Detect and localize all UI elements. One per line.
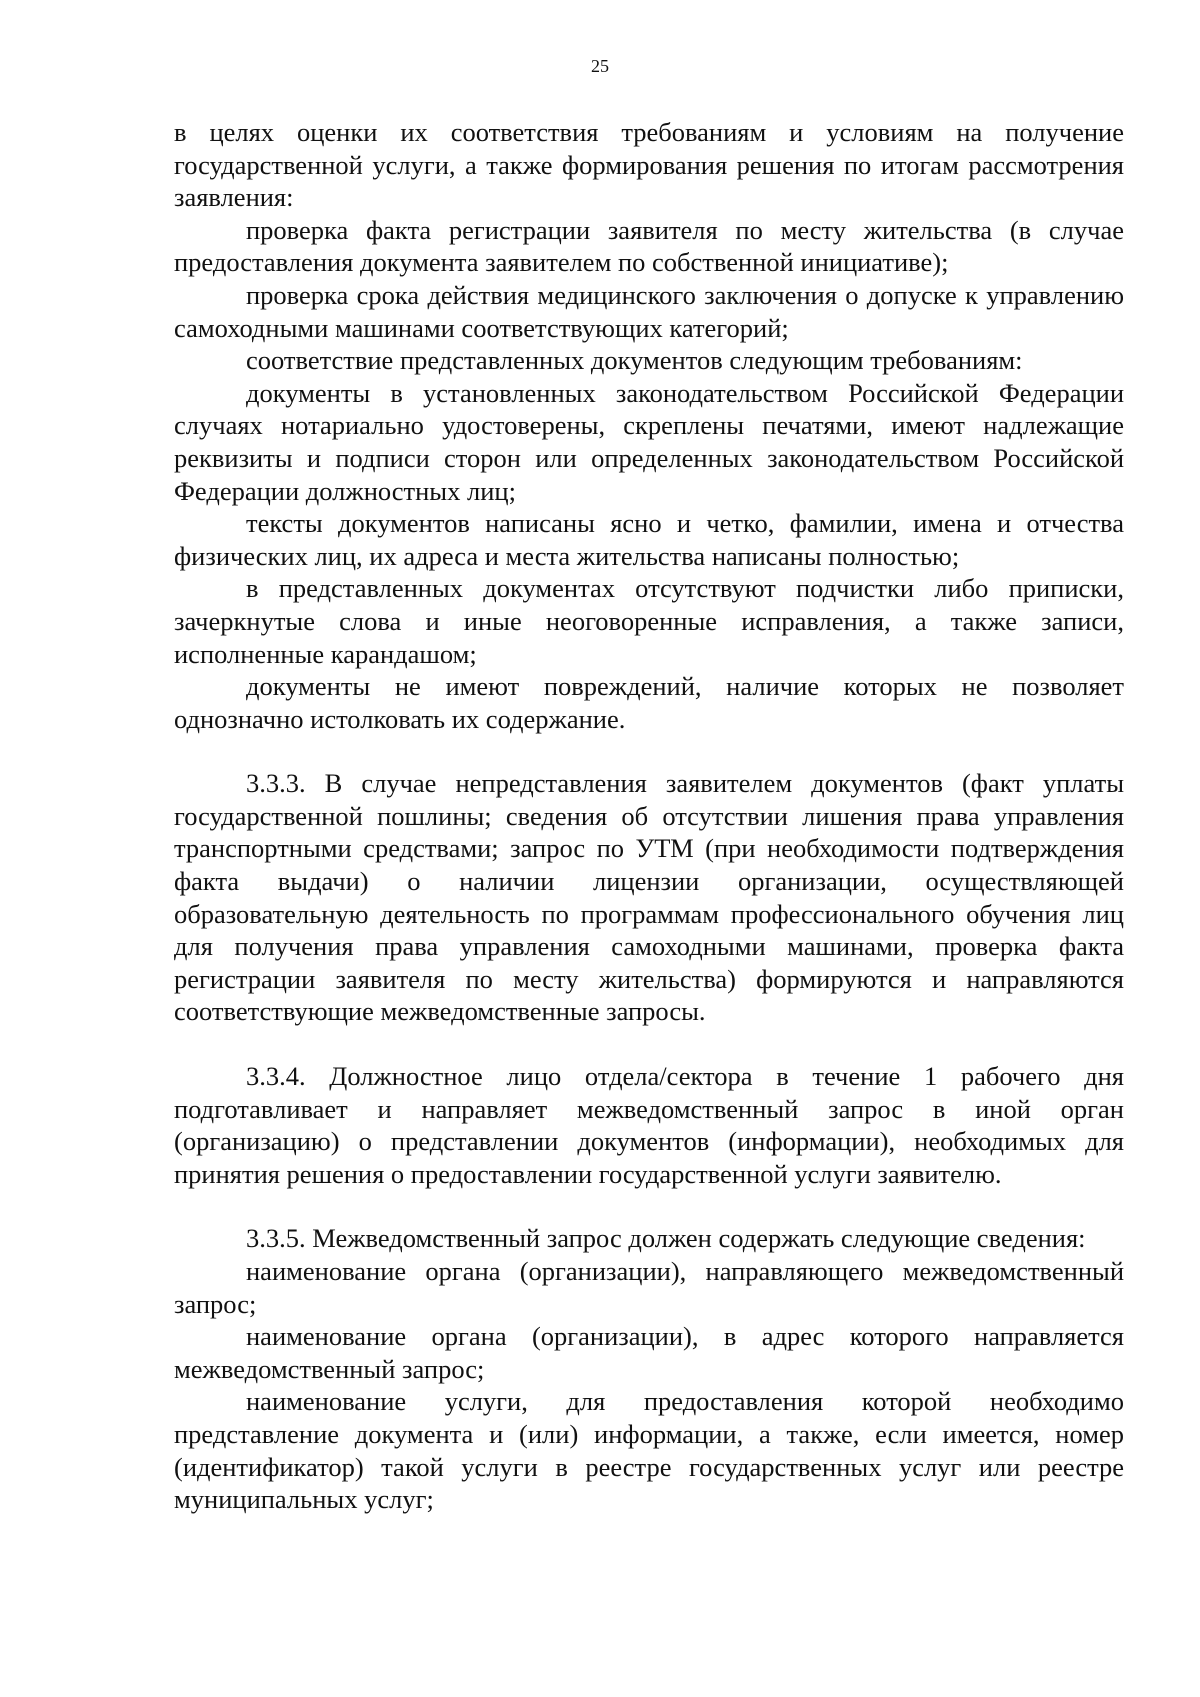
section-3-3-4: 3.3.4. Должностное лицо отдела/сектора в течение 1 рабочего дня подготавливает и направляет межведомственный запрос в иной орган (организацию) о представлении документов (информации), необходимых для принятия решения о предоставлении государственной услуги заявителю. (174, 1061, 1124, 1189)
paragraph-no-damage: документы не имеют повреждений, наличие которых не позволяет однозначно истолковать их содержание. (174, 671, 1124, 734)
paragraph-registration-check: проверка факта регистрации заявителя по месту жительства (в случае предоставления документа заявителем по собственной инициативе); (174, 214, 1124, 278)
section-3-3-3: 3.3.3. В случае непредставления заявителем документов (факт уплаты государственной пошлины; сведения об отсутствии лишения права управления транспортными средствами; запрос по УТМ (при необходимости подтверждения факта выдачи) о наличии лицензии организации, осуществляющей образовательную деятельность по программам профессионального обучения лиц для получения права управления самоходными машинами, проверка факта регистрации заявителя по месту жительства) формируются и направляются соответствующие межведомственные запросы. (174, 768, 1124, 1027)
paragraph-service-name: наименование услуги, для предоставления которой необходимо представление документа и (или) информации, а также, если имеется, номер (идентификатор) такой услуги в реестре государственных услуг или реестре муниципальных услуг; (174, 1386, 1124, 1515)
section-3-3-5: 3.3.5. Межведомственный запрос должен содержать следующие сведения: (246, 1223, 1086, 1254)
page-number: 25 (591, 56, 609, 76)
paragraph-requirements-intro: соответствие представленных документов следующим требованиям: (246, 345, 1023, 376)
document-body (174, 116, 1124, 1516)
section-spacer (174, 1190, 1124, 1222)
paragraph-medical-check: проверка срока действия медицинского заключения о допуске к управлению самоходными машинами соответствующих категорий; (174, 279, 1124, 343)
section-spacer (174, 735, 1124, 767)
paragraph-recipient-name: наименование органа (организации), в адрес которого направляется межведомственный запрос; (174, 1321, 1124, 1384)
paragraph-no-erasures: в представленных документах отсутствуют подчистки либо приписки, зачеркнутые слова и иные неоговоренные исправления, а также записи, исполненные карандашом; (174, 573, 1124, 669)
paragraph-sender-name: наименование органа (организации), направляющего межведомственный запрос; (174, 1256, 1124, 1319)
paragraph-notarized: документы в установленных законодательством Российской Федерации случаях нотариально удостоверены, скреплены печатями, имеют надлежащие реквизиты и подписи сторон или определенных законодательством Российской Федерации должностных лиц; (174, 377, 1124, 506)
paragraph-continuation: в целях оценки их соответствия требованиям и условиям на получение государственной услуги, а также формирования решения по итогам рассмотрения заявления: (174, 117, 1124, 213)
paragraph-legible: тексты документов написаны ясно и четко, фамилии, имена и отчества физических лиц, их адреса и места жительства написаны полностью; (174, 508, 1124, 571)
section-spacer (174, 1028, 1124, 1060)
